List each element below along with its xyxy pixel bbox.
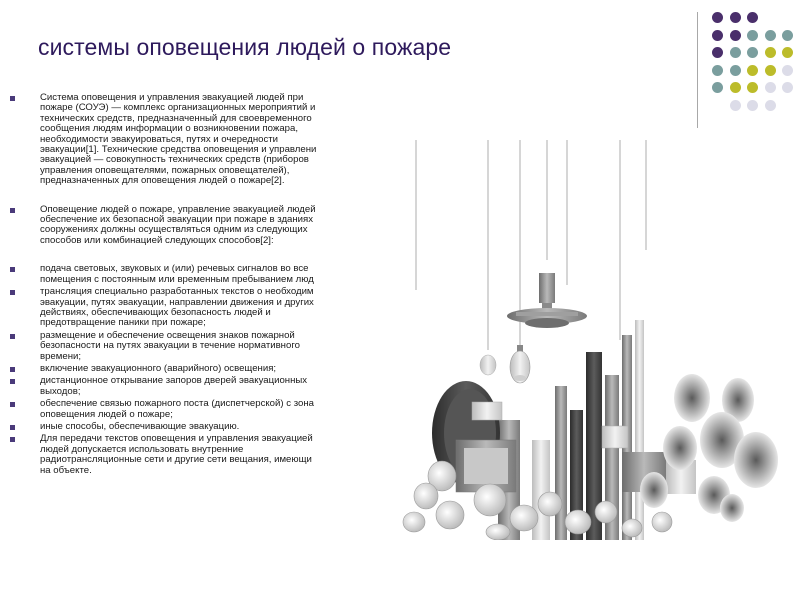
decor-dot — [765, 30, 776, 41]
decor-dot — [765, 65, 776, 76]
decor-dot — [730, 12, 741, 23]
square-bullet-icon — [10, 425, 15, 430]
paragraph-text: обеспечение связью пожарного поста (диспетчерской) с зона оповещения людей о пожаре; — [40, 398, 314, 420]
decor-dot — [747, 65, 758, 76]
decor-dot — [782, 30, 793, 41]
paragraph-text: Оповещение людей о пожаре, управление эвакуацией людей обеспечение их безопасной эвакуации при пожаре в зданиях сооружениях должны осуществляться одним из следующих способов или комбинацией следующих способов[2]: — [40, 203, 316, 246]
paragraph-text: трансляция специально разработанных текстов о необходим эвакуации, путях эвакуации, направлении движения и других действиях, обеспечивающих безопасность людей и предотвращение паники при пожаре; — [40, 286, 314, 329]
square-bullet-icon — [10, 402, 15, 407]
square-bullet-icon — [10, 208, 15, 213]
slide-title: системы оповещения людей о пожаре — [38, 34, 452, 60]
bullet-paragraph — [10, 399, 388, 420]
decor-dot — [712, 30, 723, 41]
decor-dot — [747, 30, 758, 41]
bullet-paragraph — [10, 364, 388, 374]
decor-dot — [730, 82, 741, 93]
decor-dot — [747, 47, 758, 58]
bullet-paragraph — [10, 205, 388, 247]
hanging-dome — [510, 345, 530, 383]
square-bullet-icon — [10, 367, 15, 372]
decor-dot — [782, 47, 793, 58]
paragraph-text: дистанционное открывание запоров дверей эвакуационных выходов; — [40, 375, 308, 397]
decor-dot — [712, 47, 723, 58]
paragraph-text: Для передачи текстов оповещения и управления эвакуацией людей допускается использовать внутренние радиотрансляционные сети и другие сети вещания, имеющи на объекте. — [40, 433, 313, 476]
bullet-paragraph — [10, 264, 388, 285]
pendant-speaker — [507, 273, 587, 328]
slide-content — [10, 93, 388, 533]
square-bullet-icon — [10, 96, 15, 101]
bullet-paragraph — [10, 376, 388, 397]
square-bullet-icon — [10, 379, 15, 384]
paragraph-text: иные способы, обеспечивающие эвакуацию. — [40, 420, 240, 432]
paragraph-text: подача световых, звуковых и (или) речевых сигналов во все помещения с постоянным или временным пребыванием люд — [40, 263, 314, 285]
decor-dot — [712, 12, 723, 23]
decor-dot — [747, 82, 758, 93]
bullet-paragraph — [10, 93, 388, 187]
fire-alarm-equipment-illustration — [392, 140, 800, 540]
decor-dot — [747, 12, 758, 23]
paragraph-text: размещение и обеспечение освещения знаков пожарной безопасности на путях эвакуации в течение нормативного времени; — [40, 329, 300, 362]
decor-dot — [765, 82, 776, 93]
square-bullet-icon — [10, 437, 15, 442]
square-bullet-icon — [10, 267, 15, 272]
square-bullet-icon — [10, 334, 15, 339]
bullet-paragraph — [10, 422, 388, 432]
paragraph-text: Система оповещения и управления эвакуацией людей при пожаре (СОУЭ) — комплекс организационных мероприятий и технических средств, предназначенный для своевременного сообщения людям информации о возникновении пожара, необходимости эвакуироваться, путях и очередности эвакуации[1]. Технические средства оповещения и управлени эвакуацией — совокупность технических средств (приборов управления оповещателями, пожарных оповещателей), предназначенных для оповещения людей о пожаре[2]. — [40, 93, 317, 187]
bullet-paragraph — [10, 331, 388, 362]
decor-dot — [730, 47, 741, 58]
decor-dot — [765, 47, 776, 58]
bullet-paragraph — [10, 287, 388, 329]
horn-speakers — [640, 374, 778, 522]
paragraph-text: включение эвакуационного (аварийного) освещения; — [40, 362, 277, 374]
decor-dot — [782, 65, 793, 76]
decor-dot — [730, 65, 741, 76]
decor-dot — [730, 100, 741, 111]
decor-dot — [765, 100, 776, 111]
decor-dot — [712, 65, 723, 76]
decor-dot — [712, 82, 723, 93]
decor-dot — [747, 100, 758, 111]
decor-dot — [782, 82, 793, 93]
square-bullet-icon — [10, 290, 15, 295]
decor-dot — [730, 30, 741, 41]
bullet-paragraph — [10, 434, 388, 476]
